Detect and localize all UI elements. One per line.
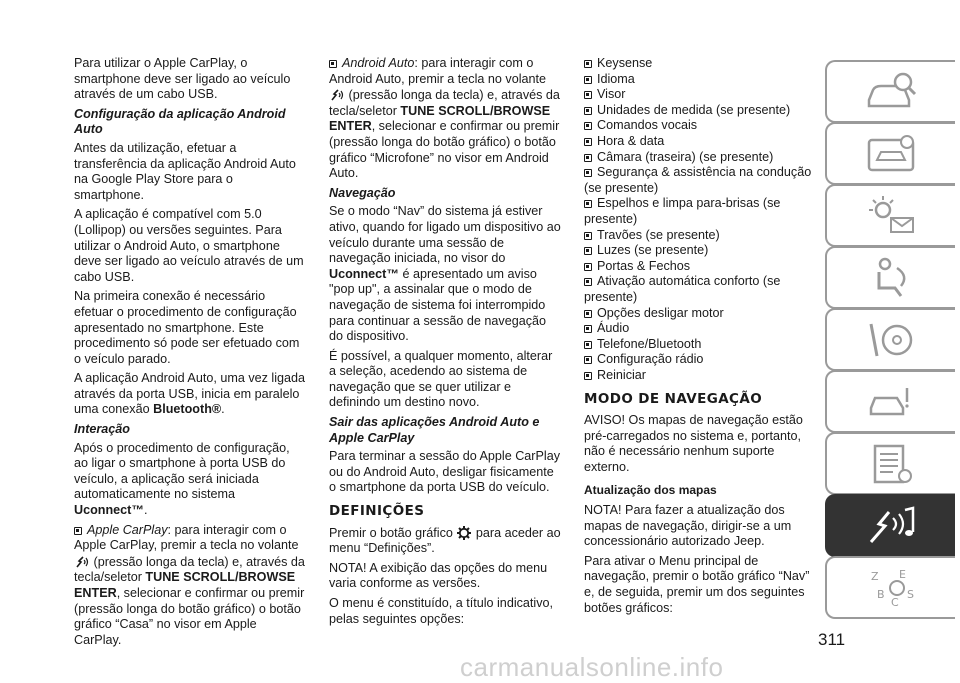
car-breakdown-icon xyxy=(863,378,919,426)
menu-option-label: Idioma xyxy=(597,71,635,86)
text: , selecionar e confirmar ou premir (pressão longa do botão gráfico) o botão gráfico “Microfone” no visor em Android Auto. xyxy=(329,119,560,181)
text: para aceder ao menu “Definições”. xyxy=(329,525,561,556)
menu-option xyxy=(584,274,816,305)
paragraph xyxy=(329,204,561,344)
text: : para interagir com o Android Auto, premir a tecla no volante xyxy=(329,56,547,86)
menu-option-label: Configuração rádio xyxy=(597,352,704,367)
voice-command-icon xyxy=(329,87,345,103)
bullet-icon xyxy=(584,310,592,318)
section-heading: DEFINIÇÕES xyxy=(329,503,425,520)
lights-envelope-icon xyxy=(863,192,919,240)
paragraph: NOTA! A exibição das opções do menu varia conforme as versões. xyxy=(329,560,548,591)
text: . xyxy=(143,503,148,518)
tune-scroll-term: TUNE SCROLL/BROWSE ENTER xyxy=(74,570,296,600)
car-info-icon xyxy=(863,130,919,178)
gear-icon xyxy=(456,525,472,541)
bullet-icon xyxy=(584,232,592,240)
subheading: Configuração da aplicação Android Auto xyxy=(74,106,286,137)
menu-option xyxy=(584,196,816,227)
bullet-icon xyxy=(584,169,592,177)
menu-option-label: Visor xyxy=(597,87,626,102)
wrench-wheel-icon xyxy=(863,316,919,364)
menu-option xyxy=(584,352,816,368)
chapter-tab-car-info[interactable] xyxy=(825,122,955,185)
paragraph: Para ativar o Menu principal de navegação, premir o botão gráfico “Nav” e, de seguida, premir um dos seguintes botões gráficos: xyxy=(584,553,810,615)
bullet-icon xyxy=(584,91,592,99)
column-3 xyxy=(584,56,816,620)
paragraph: É possível, a qualquer momento, alterar a seleção, acedendo ao sistema de navegação que se quer utilizar e definindo um destino novo. xyxy=(329,348,553,410)
menu-option-label: Câmara (traseira) (se presente) xyxy=(597,149,774,164)
bullet-icon xyxy=(584,325,592,333)
bullet-paragraph xyxy=(329,56,561,182)
paragraph: Na primeira conexão é necessário efetuar o procedimento de configuração apresentado no smartphone. Este procedimento só pode ser efetuado com o veículo parado. xyxy=(74,289,300,366)
menu-option-label: Comandos vocais xyxy=(597,118,698,133)
bullet-icon xyxy=(584,122,592,130)
svg-text:C: C xyxy=(891,595,899,609)
menu-option xyxy=(584,150,816,166)
menu-option-label: Opções desligar motor xyxy=(597,305,724,320)
paragraph: O menu é constituído, a título indicativo, pelas seguintes opções: xyxy=(329,596,554,626)
menu-option xyxy=(584,103,816,119)
menu-option xyxy=(584,72,816,88)
chapter-tab-airbag-seat[interactable] xyxy=(825,246,955,309)
uconnect-term: Uconnect™ xyxy=(74,503,144,518)
menu-option-label: Unidades de medida (se presente) xyxy=(597,102,791,117)
menu-option-label: Hora & data xyxy=(597,133,665,148)
paragraph: Antes da utilização, efetuar a transferência da aplicação Android Auto na Google Play Store para o smartphone. xyxy=(74,140,296,202)
menu-option-label: Keysense xyxy=(597,56,653,70)
bullet-icon xyxy=(584,278,592,286)
text: Se o modo “Nav” do sistema já estiver ativo, quando for ligado um dispositivo ao veículo durante uma sessão de navegação iniciada, no visor do xyxy=(329,204,561,266)
menu-option xyxy=(584,56,816,72)
menu-option xyxy=(584,368,816,384)
svg-text:B: B xyxy=(877,587,885,601)
paragraph: AVISO! Os mapas de navegação estão pré-carregados no sistema e, portanto, não é necessário nenhum suporte externo. xyxy=(584,413,803,474)
subheading: Interação xyxy=(74,422,130,437)
subheading: Sair das aplicações Android Auto e Apple CarPlay xyxy=(329,415,540,445)
multimedia-music-icon xyxy=(863,502,919,550)
menu-option xyxy=(584,165,816,196)
watermark: carmanualsonline.info xyxy=(460,652,724,682)
menu-option xyxy=(584,259,816,275)
chapter-tab-wrench-wheel[interactable] xyxy=(825,308,955,371)
menu-option xyxy=(584,337,816,353)
paragraph xyxy=(74,371,306,418)
uconnect-term: Uconnect™ xyxy=(329,266,399,281)
paragraph xyxy=(329,525,561,557)
text: (pressão longa da tecla) e, através da tecla/seletor xyxy=(74,554,305,585)
bullet-icon xyxy=(74,527,82,535)
options-list xyxy=(584,56,816,383)
bluetooth-term: Bluetooth® xyxy=(153,402,222,417)
bullet-icon xyxy=(329,60,337,68)
menu-option xyxy=(584,134,816,150)
subheading: Atualização dos mapas xyxy=(584,483,717,498)
bullet-paragraph xyxy=(74,523,306,649)
section-heading: MODO DE NAVEGAÇÃO xyxy=(584,391,763,408)
chapter-tab-car-breakdown[interactable] xyxy=(825,370,955,433)
bullet-icon xyxy=(584,107,592,115)
voice-command-icon xyxy=(74,554,90,570)
menu-option xyxy=(584,228,816,244)
text: Após o procedimento de configuração, ao ligar o smartphone à porta USB do veículo, a aplicação será iniciada automaticamente no sistema xyxy=(74,440,290,502)
menu-option-label: Telefone/Bluetooth xyxy=(597,336,702,351)
airbag-seat-icon xyxy=(863,254,919,302)
paragraph: NOTA! Para fazer a atualização dos mapas de navegação, dirigir-se a um concessionário autorizado Jeep. xyxy=(584,503,792,549)
svg-text:Z: Z xyxy=(871,569,879,583)
bullet-icon xyxy=(584,263,592,271)
svg-text:S: S xyxy=(907,587,914,601)
chapter-tab-lights-envelope[interactable] xyxy=(825,184,955,247)
menu-option-label: Reiniciar xyxy=(597,367,646,382)
menu-option xyxy=(584,87,816,103)
paragraph: Para terminar a sessão do Apple CarPlay ou do Android Auto, desligar fisicamente o smartphone da porta USB do veículo. xyxy=(329,449,561,495)
bullet-icon xyxy=(584,60,592,68)
car-magnifier-icon xyxy=(863,68,919,116)
term: Android Auto xyxy=(342,56,415,70)
column-2 xyxy=(329,56,561,631)
chapter-tab-multimedia[interactable] xyxy=(825,494,955,557)
menu-option xyxy=(584,321,816,337)
text: : para interagir com o Apple CarPlay, premir a tecla no volante xyxy=(74,522,299,553)
term: Apple CarPlay xyxy=(87,522,168,537)
menu-option-label: Luzes (se presente) xyxy=(597,243,709,258)
text: é apresentado um aviso "pop up", a assinalar que o modo de navegação de sistema foi interrompido para continuar a sessão de navegação do dispositivo. xyxy=(329,266,547,344)
menu-option-label: Portas & Fechos xyxy=(597,258,691,273)
menu-option xyxy=(584,118,816,134)
list-document-icon xyxy=(863,440,919,488)
column-1 xyxy=(74,56,306,652)
chapter-tab-list-document[interactable] xyxy=(825,432,955,495)
paragraph xyxy=(74,441,306,519)
text: , selecionar e confirmar ou premir (pressão longa do botão gráfico) o botão gráfico “Casa” no visor em Apple CarPlay. xyxy=(74,586,305,647)
page-number: 311 xyxy=(818,630,846,649)
bullet-icon xyxy=(584,76,592,84)
svg-text:E: E xyxy=(899,567,906,581)
alphabet-index-icon xyxy=(863,564,919,612)
bullet-icon xyxy=(584,372,592,380)
menu-option-label: Travões (se presente) xyxy=(597,227,720,242)
text: (pressão longa da tecla) e, através da tecla/seletor xyxy=(329,88,560,118)
bullet-icon xyxy=(584,154,592,162)
bullet-icon xyxy=(584,200,592,208)
text: . xyxy=(221,402,225,417)
tune-scroll-term: TUNE SCROLL/BROWSE ENTER xyxy=(329,103,551,134)
menu-option-label: Ativação automática conforto (se presente) xyxy=(584,274,781,304)
paragraph: A aplicação é compatível com 5.0 (Lollipop) ou versões seguintes. Para utilizar o Android Auto, o smartphone deve ser ligado ao veículo através de um cabo USB. xyxy=(74,207,304,284)
text: A aplicação Android Auto, uma vez ligada através da porta USB, inicia em paralelo uma conexão xyxy=(74,371,306,417)
menu-option-label: Segurança & assistência na condução (se presente) xyxy=(584,165,812,195)
chapter-tab-alphabet-index[interactable] xyxy=(825,556,955,619)
chapter-tab-car-magnifier[interactable] xyxy=(825,60,955,123)
menu-option xyxy=(584,243,816,259)
menu-option xyxy=(584,306,816,322)
bullet-icon xyxy=(584,356,592,364)
subheading: Navegação xyxy=(329,185,396,200)
menu-option-label: Espelhos e limpa para-brisas (se presente) xyxy=(584,196,781,226)
bullet-icon xyxy=(584,341,592,349)
chapter-tabs xyxy=(825,60,955,616)
text: Premir o botão gráfico xyxy=(329,525,457,540)
bullet-icon xyxy=(584,247,592,255)
menu-option-label: Áudio xyxy=(597,321,630,336)
paragraph: Para utilizar o Apple CarPlay, o smartphone deve ser ligado ao veículo através de um cabo USB. xyxy=(74,56,291,102)
bullet-icon xyxy=(584,138,592,146)
